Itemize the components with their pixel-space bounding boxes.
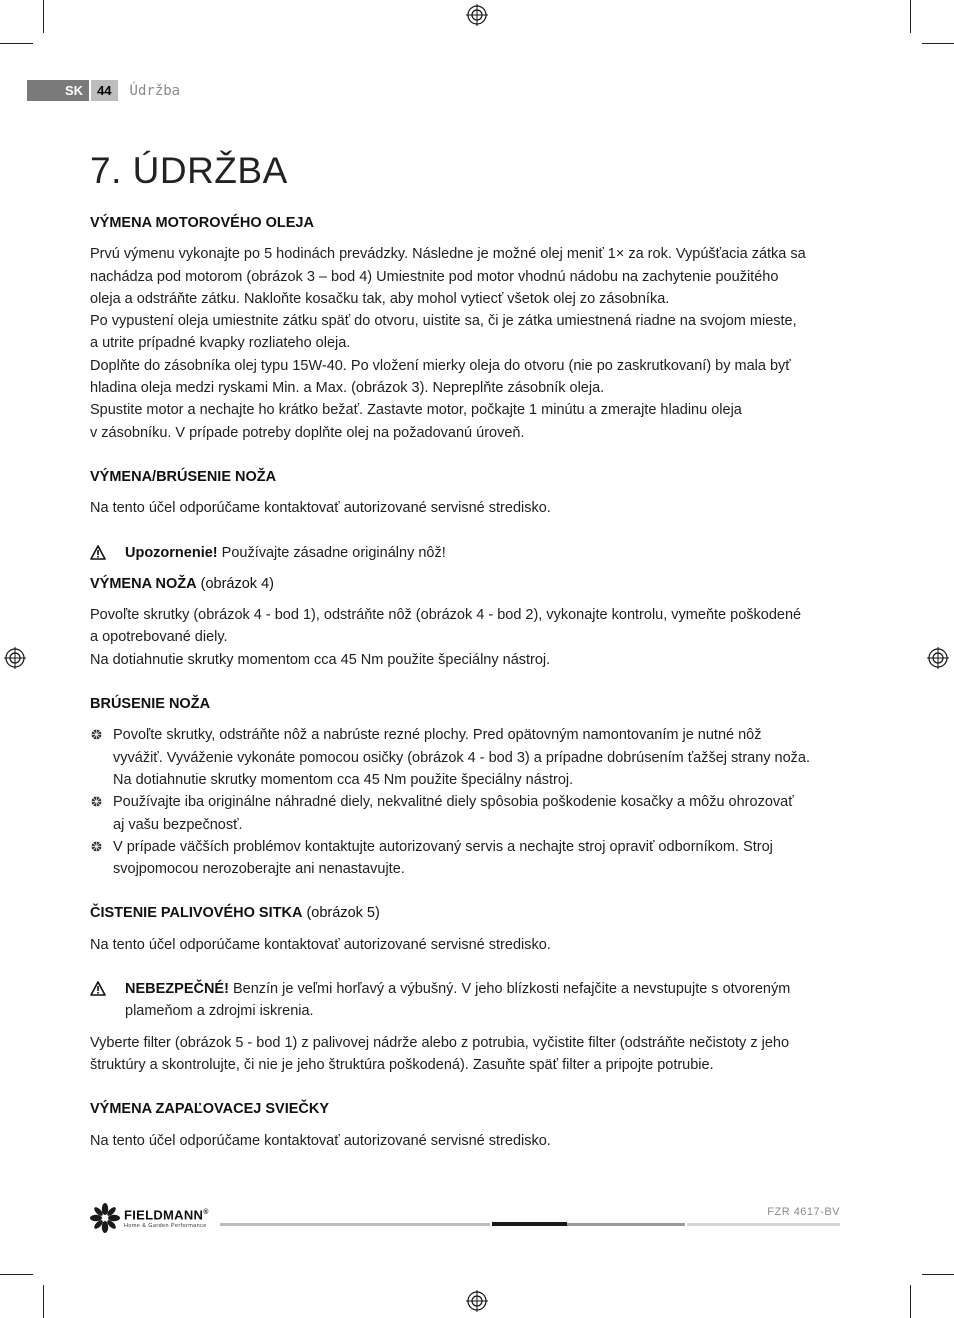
page-header xyxy=(27,80,180,101)
paragraph-line: a utrite prípadné kvapky rozliateho oleja. xyxy=(90,335,351,352)
warning-triangle-icon xyxy=(90,542,125,561)
model-number: FZR 4617-BV xyxy=(767,1206,840,1218)
page-title: 7. ÚDRŽBA xyxy=(90,150,288,191)
list-line: vyvážiť. Vyváženie vykonáte pomocou osičky (obrázok 4 - bod 3) a prípadne dobrúsením ťažšej strany noža. xyxy=(113,749,811,766)
danger-note xyxy=(90,978,835,1023)
danger-text xyxy=(125,978,790,1023)
footer-rule xyxy=(687,1223,840,1226)
registration-mark-icon xyxy=(927,647,949,669)
heading-note: (obrázok 4) xyxy=(196,575,274,592)
registration-mark-icon xyxy=(4,647,26,669)
crop-mark xyxy=(910,1285,911,1318)
paragraph-line: Prvú výmenu vykonajte po 5 hodinách prevádzky. Následne je možné olej meniť 1× za rok. Vypúšťacia zátka sa xyxy=(90,246,806,263)
paragraph-line: a opotrebované diely. xyxy=(90,629,228,646)
footer-rule xyxy=(492,1222,567,1226)
crop-mark xyxy=(43,1285,44,1318)
registration-mark-icon xyxy=(466,1290,488,1312)
section-heading xyxy=(90,902,835,924)
bullet-icon xyxy=(90,840,103,853)
footer-rule xyxy=(567,1223,685,1226)
section-label: Údržba xyxy=(129,82,181,99)
heading-text: VÝMENA NOŽA xyxy=(90,575,197,592)
warning-label: Upozornenie! xyxy=(125,544,218,561)
paragraph-line: Na tento účel odporúčame kontaktovať autorizované servisné stredisko. xyxy=(90,500,551,517)
language-label: SK xyxy=(27,80,89,101)
list-item xyxy=(90,724,835,791)
crop-mark xyxy=(922,43,954,44)
crop-mark xyxy=(0,1274,33,1275)
crop-mark xyxy=(910,0,911,33)
brand-text xyxy=(124,1206,209,1229)
paragraph-line: Vyberte filter (obrázok 5 - bod 1) z palivovej nádrže alebo z potrubia, vyčistite filter (odstráňte nečistoty z jeho xyxy=(90,1034,790,1051)
footer-rule xyxy=(220,1223,490,1226)
paragraph-line: Spustite motor a nechajte ho krátko bežať. Zastavte motor, počkajte 1 minútu a zmerajte hladinu oleja xyxy=(90,402,742,419)
paragraph-line: nachádza pod motorom (obrázok 3 – bod 4) Umiestnite pod motor vhodnú nádobu na zachytenie použitého xyxy=(90,268,779,285)
crop-mark xyxy=(922,1274,954,1275)
paragraph-line: v zásobníku. V prípade potreby doplňte olej na požadovanú úroveň. xyxy=(90,424,525,441)
list-line: V prípade väčších problémov kontaktujte autorizovaný servis a nechajte stroj opraviť odborníkom. Stroj xyxy=(113,838,773,855)
heading-text: ČISTENIE PALIVOVÉHO SITKA xyxy=(90,905,303,922)
list-item xyxy=(90,836,835,881)
paragraph-line: oleja a odstráňte zátku. Nakloňte kosačku tak, aby mohol vytiecť všetok olej zo zásobníka. xyxy=(90,290,670,307)
warning-message: Používajte zásadne originálny nôž! xyxy=(217,544,446,561)
list-line: aj vašu bezpečnosť. xyxy=(113,816,243,833)
main-content xyxy=(90,212,835,1152)
paragraph-line: Po vypustení oleja umiestnite zátku späť do otvoru, uistite sa, či je zátka umiestnená riadne na svojom mieste, xyxy=(90,313,797,330)
warning-note xyxy=(90,542,835,564)
heading-note: (obrázok 5) xyxy=(302,905,380,922)
paragraph-line: Povoľte skrutky (obrázok 4 - bod 1), odstráňte nôž (obrázok 4 - bod 2), vykonajte kontrolu, vymeňte poškodené xyxy=(90,607,802,624)
section-heading: VÝMENA MOTOROVÉHO OLEJA xyxy=(90,215,314,231)
paragraph-line: Na dotiahnutie skrutky momentom cca 45 Nm použite špeciálny nástroj. xyxy=(90,651,551,668)
danger-label: NEBEZPEČNÉ! xyxy=(125,981,229,998)
warning-triangle-icon xyxy=(90,978,125,997)
list-line: svojpomocou nerozoberajte ani nenastavujte. xyxy=(113,861,405,878)
warning-text xyxy=(125,542,446,564)
crop-mark xyxy=(43,0,44,33)
section-heading xyxy=(90,573,835,595)
paragraph-line: hladina oleja medzi ryskami Min. a Max. (obrázok 3). Nepreplňte zásobník oleja. xyxy=(90,380,605,397)
paragraph-line: Na tento účel odporúčame kontaktovať autorizované servisné stredisko. xyxy=(90,1132,551,1149)
bullet-icon xyxy=(90,795,103,808)
list-item xyxy=(90,791,835,836)
danger-message: Benzín je veľmi horľavý a výbušný. V jeho blízkosti nefajčite a nevstupujte s otvoreným xyxy=(228,981,791,998)
paragraph-line: štruktúry a skontrolujte, či nie je jeho štruktúra poškodená). Zasuňte späť filter a pripojte potrubie. xyxy=(90,1056,714,1073)
brand-name: FIELDMANN® xyxy=(124,1207,209,1223)
section-heading: BRÚSENIE NOŽA xyxy=(90,696,211,713)
bullet-list xyxy=(90,724,835,880)
fieldmann-logo-icon xyxy=(90,1203,120,1233)
list-line: Povoľte skrutky, odstráňte nôž a nabrúste rezné plochy. Pred opätovným namontovaním je nutné nôž xyxy=(113,727,762,744)
brand-tagline: Home & Garden Performance xyxy=(124,1222,207,1229)
bullet-icon xyxy=(90,728,103,741)
crop-mark xyxy=(0,43,33,44)
section-heading: VÝMENA ZAPAĽOVACEJ SVIEČKY xyxy=(90,1101,330,1118)
brand-logo xyxy=(90,1203,209,1233)
danger-line: plameňom a zdrojmi iskrenia. xyxy=(125,1003,314,1020)
registration-mark-icon xyxy=(466,4,488,26)
danger-line xyxy=(125,978,790,1000)
list-line: Používajte iba originálne náhradné diely, nekvalitné diely spôsobia poškodenie kosačky a môžu ohrozovať xyxy=(113,794,794,811)
list-line: Na dotiahnutie skrutky momentom cca 45 Nm použite špeciálny nástroj. xyxy=(113,771,574,788)
section-heading: VÝMENA/BRÚSENIE NOŽA xyxy=(90,468,277,485)
paragraph-line: Na tento účel odporúčame kontaktovať autorizované servisné stredisko. xyxy=(90,936,551,953)
paragraph-line: Doplňte do zásobníka olej typu 15W-40. Po vložení mierky oleja do otvoru (nie po zaskrutkovaní) by mala byť xyxy=(90,357,791,374)
page-number: 44 xyxy=(91,80,117,101)
